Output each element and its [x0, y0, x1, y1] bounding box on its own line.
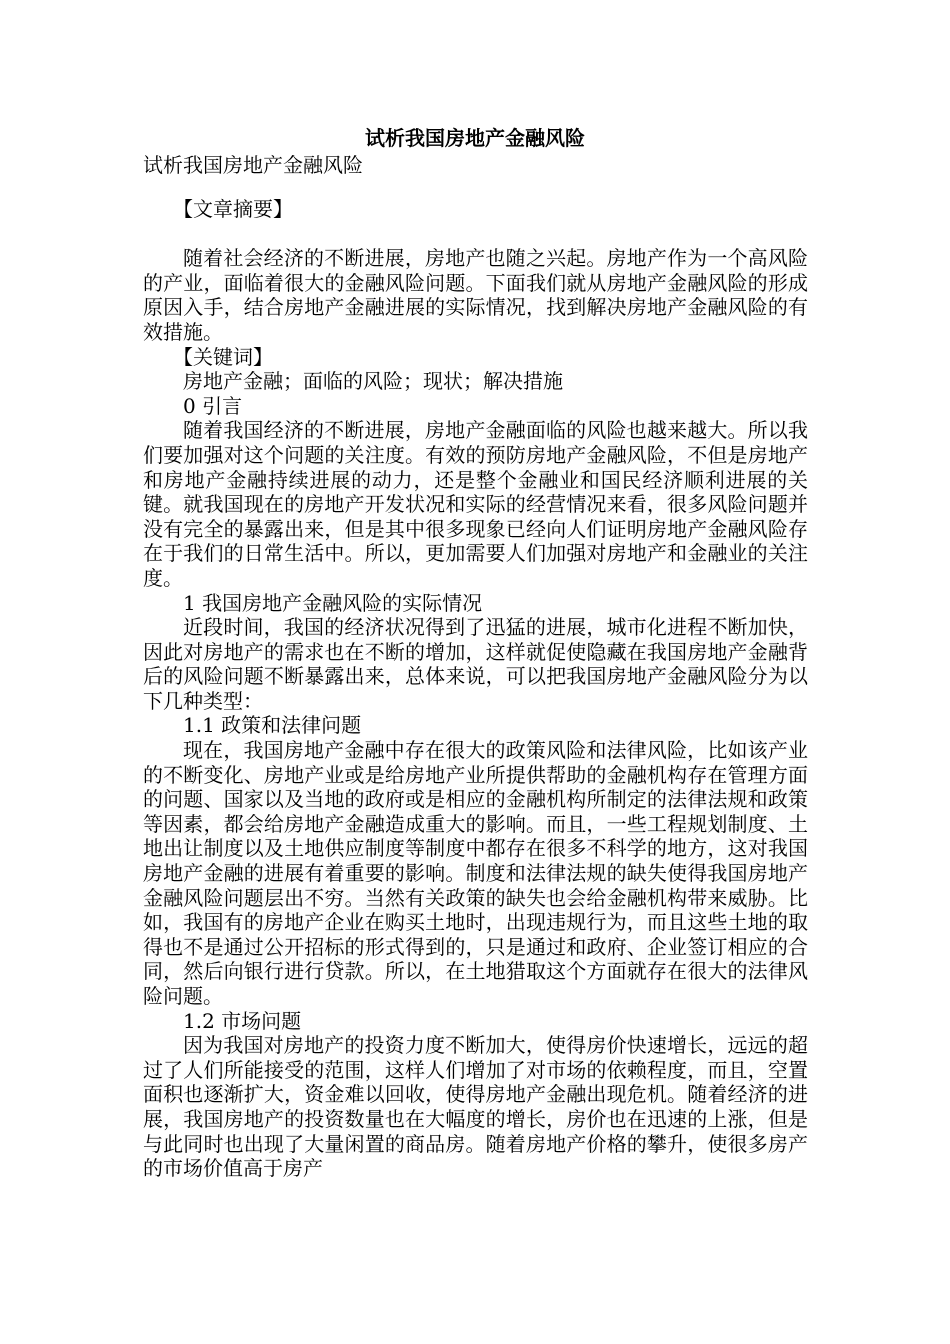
paragraph-1-2: 因为我国对房地产的投资力度不断加大，使得房价快速增长，远远的超过了人们所能接受的范围，这样人们增加了对市场的依赖程度，而且，空置面积也逐渐扩大，资金难以回收，使得房地产金融出现危机。随着经济的进展，我国房地产的投资数量也在大幅度的增长，房价也在迅速的上涨，但是与此同时也出现了大量闲置的商品房。随着房地产价格的攀升，使很多房产的市场价值高于房产	[143, 1033, 808, 1181]
document-body	[143, 197, 808, 1181]
abstract-text: 随着社会经济的不断进展，房地产也随之兴起。房地产作为一个高风险的产业，面临着很大的金融风险问题。下面我们就从房地产金融风险的形成原因入手，结合房地产金融进展的实际情况，找到解决房地产金融风险的有效措施。	[143, 246, 808, 344]
abstract-label: 【文章摘要】	[173, 197, 293, 221]
section-heading-intro: 0 引言	[183, 393, 243, 418]
section-heading-1: 1 我国房地产金融风险的实际情况	[183, 590, 483, 615]
keywords-text: 房地产金融；面临的风险；现状；解决措施	[183, 369, 563, 394]
document-title: 试析我国房地产金融风险	[365, 126, 585, 150]
document-subtitle: 试析我国房地产金融风险	[143, 153, 363, 177]
section-heading-1-2: 1.2 市场问题	[183, 1008, 302, 1033]
paragraph-1: 近段时间，我国的经济状况得到了迅猛的进展，城市化进程不断加快，因此对房地产的需求也在不断的增加，这样就促使隐藏在我国房地产金融背后的风险问题不断暴露出来，总体来说，可以把我国房地产金融风险分为以下几种类型：	[143, 615, 808, 713]
keywords-label: 【关键词】	[173, 344, 273, 369]
paragraph-intro: 随着我国经济的不断进展，房地产金融面临的风险也越来越大。所以我们要加强对这个问题的关注度。有效的预防房地产金融风险，不但是房地产和房地产金融持续进展的动力，还是整个金融业和国民经济顺利进展的关键。就我国现在的房地产开发状况和实际的经营情况来看，很多风险问题并没有完全的暴露出来，但是其中很多现象已经向人们证明房地产金融风险存在于我们的日常生活中。所以，更加需要人们加强对房地产和金融业的关注度。	[143, 418, 808, 590]
paragraph-1-1: 现在，我国房地产金融中存在很大的政策风险和法律风险，比如该产业的不断变化、房地产业或是给房地产业所提供帮助的金融机构存在管理方面的问题、国家以及当地的政府或是相应的金融机构所制定的法律法规和政策等因素，都会给房地产金融造成重大的影响。而且，一些工程规划制度、土地出让制度以及土地供应制度等制度中都存在很多不科学的地方，这对我国房地产金融的进展有着重要的影响。制度和法律法规的缺失使得我国房地产金融风险问题层出不穷。当然有关政策的缺失也会给金融机构带来威胁。比如，我国有的房地产企业在购买土地时，出现违规行为，而且这些土地的取得也不是通过公开招标的形式得到的，只是通过和政府、企业签订相应的合同，然后向银行进行贷款。所以，在土地猎取这个方面就存在很大的法律风险问题。	[143, 738, 808, 1008]
spacer	[143, 222, 808, 247]
section-heading-1-1: 1.1 政策和法律问题	[183, 713, 362, 738]
